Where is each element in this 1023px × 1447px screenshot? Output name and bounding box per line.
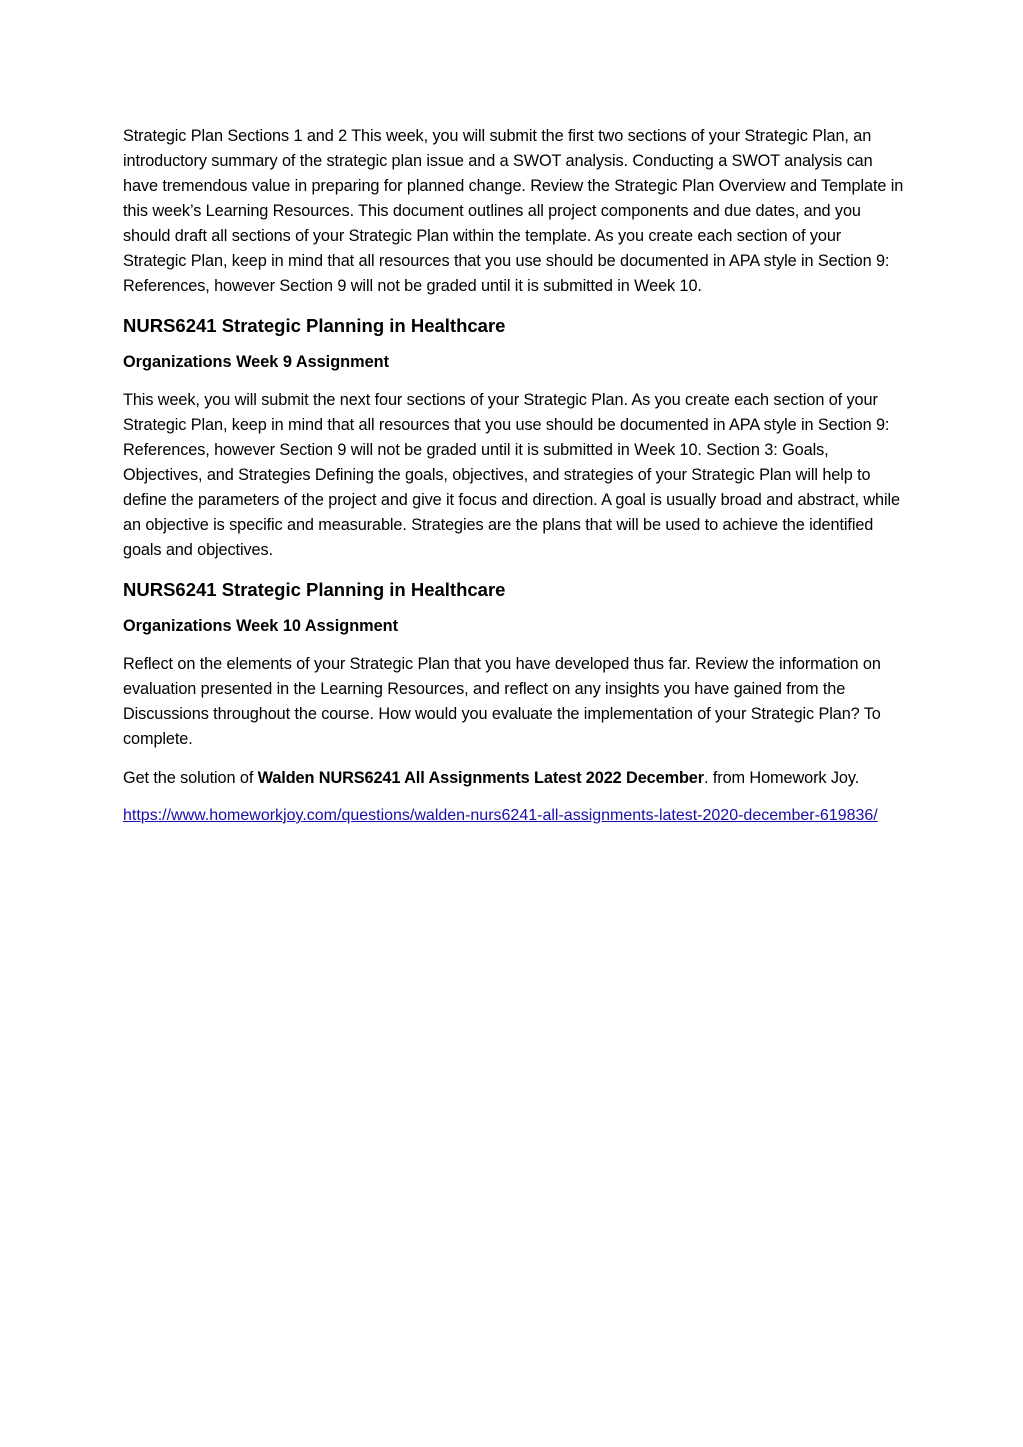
week10-subheading: Organizations Week 10 Assignment <box>123 617 399 635</box>
solution-title: Walden NURS6241 All Assignments Latest 2022 December <box>257 769 704 787</box>
week9-subheading: Organizations Week 9 Assignment <box>123 353 389 371</box>
solution-link[interactable]: https://www.homeworkjoy.com/questions/walden-nurs6241-all-assignments-latest-2020-december-619836/ <box>123 807 878 824</box>
week10-heading: NURS6241 Strategic Planning in Healthcare <box>123 579 506 600</box>
document-page <box>123 124 908 827</box>
intro-paragraph: Strategic Plan Sections 1 and 2 This week, you will submit the first two sections of your Strategic Plan, an introductory summary of the strategic plan issue and a SWOT analysis. Conducting a SWOT analysis can have tremendous value in preparing for planned change. Review the Strategic Plan Overview and Template in this week’s Learning Resources. This document outlines all project components and due dates, and you should draft all sections of your Strategic Plan within the template. As you create each section of your Strategic Plan, keep in mind that all resources that you use should be documented in APA style in Section 9: References, however Section 9 will not be graded until it is submitted in Week 10. <box>123 127 904 295</box>
week10-paragraph: Reflect on the elements of your Strategic Plan that you have developed thus far. Review the information on evaluation presented in the Learning Resources, and reflect on any insights you have gained from the Discussions throughout the course. How would you evaluate the implementation of your Strategic Plan? To complete. <box>123 655 881 748</box>
week9-heading: NURS6241 Strategic Planning in Healthcare <box>123 315 506 336</box>
week9-paragraph: This week, you will submit the next four sections of your Strategic Plan. As you create each section of your Strategic Plan, keep in mind that all resources that you use should be documented in APA style in Section 9: References, however Section 9 will not be graded until it is submitted in Week 10. Section 3: Goals, Objectives, and Strategies Defining the goals, objectives, and strategies of your Strategic Plan will help to define the parameters of the project and give it focus and direction. A goal is usually broad and abstract, while an objective is specific and measurable. Strategies are the plans that will be used to achieve the identified goals and objectives. <box>123 391 901 559</box>
solution-prefix: Get the solution of <box>123 769 258 787</box>
solution-suffix: . from Homework Joy. <box>704 769 860 787</box>
solution-paragraph <box>123 766 908 791</box>
